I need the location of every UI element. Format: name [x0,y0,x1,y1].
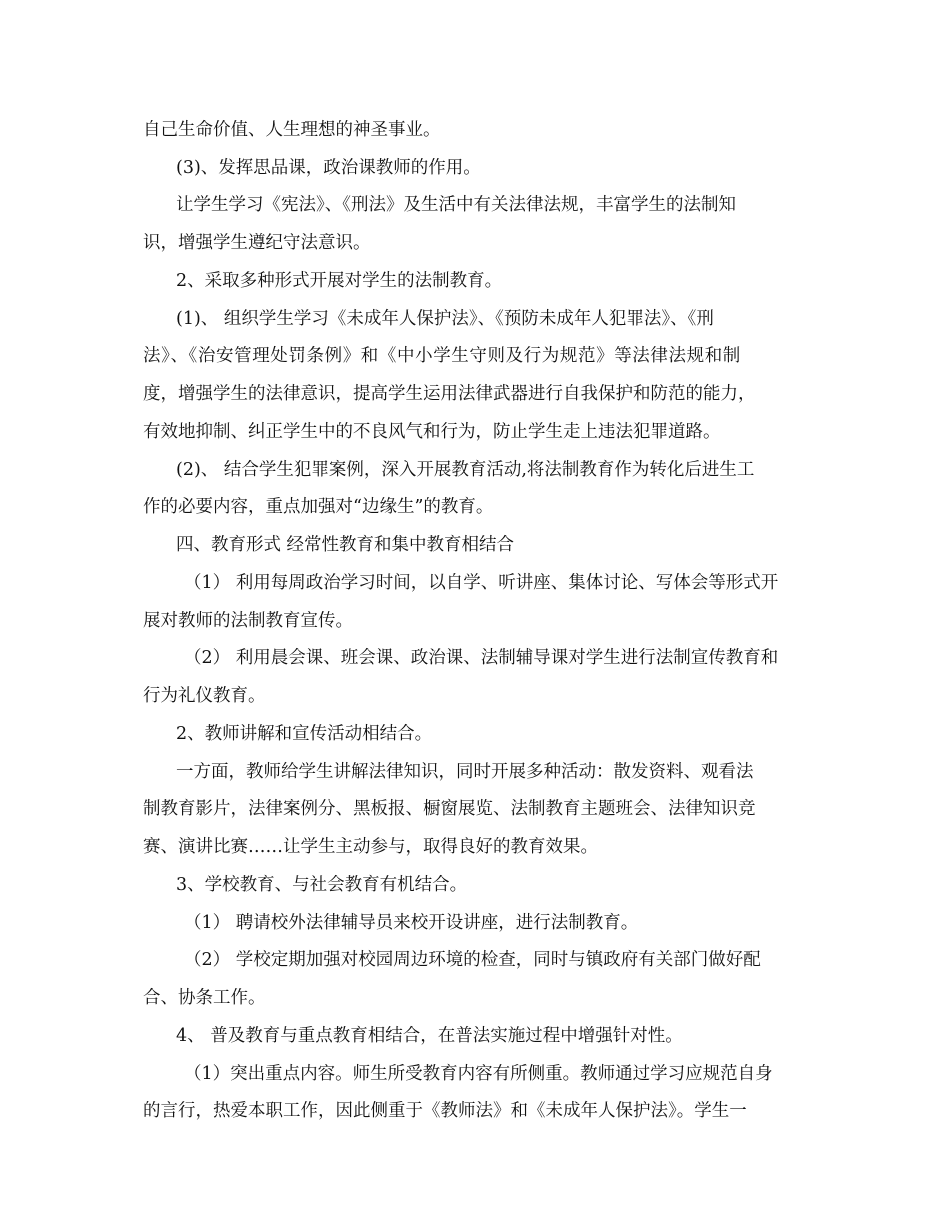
text-line: 的言行，热爱本职工作，因此侧重于《教师法》和《未成年人保护法》。学生一 [143,1101,747,1121]
text-line: 4、 普及教育与重点教育相结合，在普法实施过程中增强针对性。 [176,1026,683,1046]
text-line: （1）突出重点内容。师生所受教育内容有所侧重。教师通过学习应规范自身 [184,1064,773,1084]
text-line: （1） 聘请校外法律辅导员来校开设讲座，进行法制教育。 [184,913,639,933]
text-line: (2)、 结合学生犯罪案例，深入开展教育活动,将法制教育作为转化后进生工 [176,460,755,480]
text-line: 识，增强学生遵纪守法意识。 [143,233,371,253]
text-line: 行为礼仪教育。 [143,686,266,706]
text-line: 自己生命价值、人生理想的神圣事业。 [143,120,441,140]
text-line: (1)、 组织学生学习《未成年人保护法》、《预防未成年人犯罪法》、《刑 [176,309,714,329]
text-line: （2） 学校定期加强对校园周边环境的检查，同时与镇政府有关部门做好配 [184,950,761,970]
text-line: 3、学校教育、与社会教育有机结合。 [176,875,468,895]
text-line: （1） 利用每周政治学习时间，以自学、听讲座、集体讨论、写体会等形式开 [184,573,779,593]
text-line: 合、协条工作。 [143,988,266,1008]
text-line: 作的必要内容，重点加强对“边缘生”的教育。 [143,497,494,517]
text-line: 制教育影片，法律案例分、黑板报、橱窗展览、法制教育主题班会、法律知识竞 [143,799,756,819]
text-line: 一方面，教师给学生讲解法律知识，同时开展多种活动：散发资料、观看法 [176,762,754,782]
text-line: 赛、演讲比赛……让学生主动参与，取得良好的教育效果。 [143,837,598,857]
text-line: (3)、发挥思品课，政治课教师的作用。 [176,158,481,178]
text-line: 有效地抑制、纠正学生中的不良风气和行为，防止学生走上违法犯罪道路。 [143,422,721,442]
section-heading: 四、教育形式 经常性教育和集中教育相结合 [176,535,515,555]
text-line: 2、教师讲解和宣传活动相结合。 [176,724,433,744]
text-line: 展对教师的法制教育宣传。 [143,611,353,631]
text-line: 法》、《治安管理处罚条例》和《中小学生守则及行为规范》等法律法规和制 [143,346,741,366]
text-line: 2、采取多种形式开展对学生的法制教育。 [176,271,503,291]
text-line: （2） 利用晨会课、班会课、政治课、法制辅导课对学生进行法制宣传教育和 [184,648,779,668]
text-line: 度，增强学生的法律意识，提高学生运用法律武器进行自我保护和防范的能力， [143,384,756,404]
text-line: 让学生学习《宪法》、《刑法》及生活中有关法律法规，丰富学生的法制知 [176,195,736,215]
